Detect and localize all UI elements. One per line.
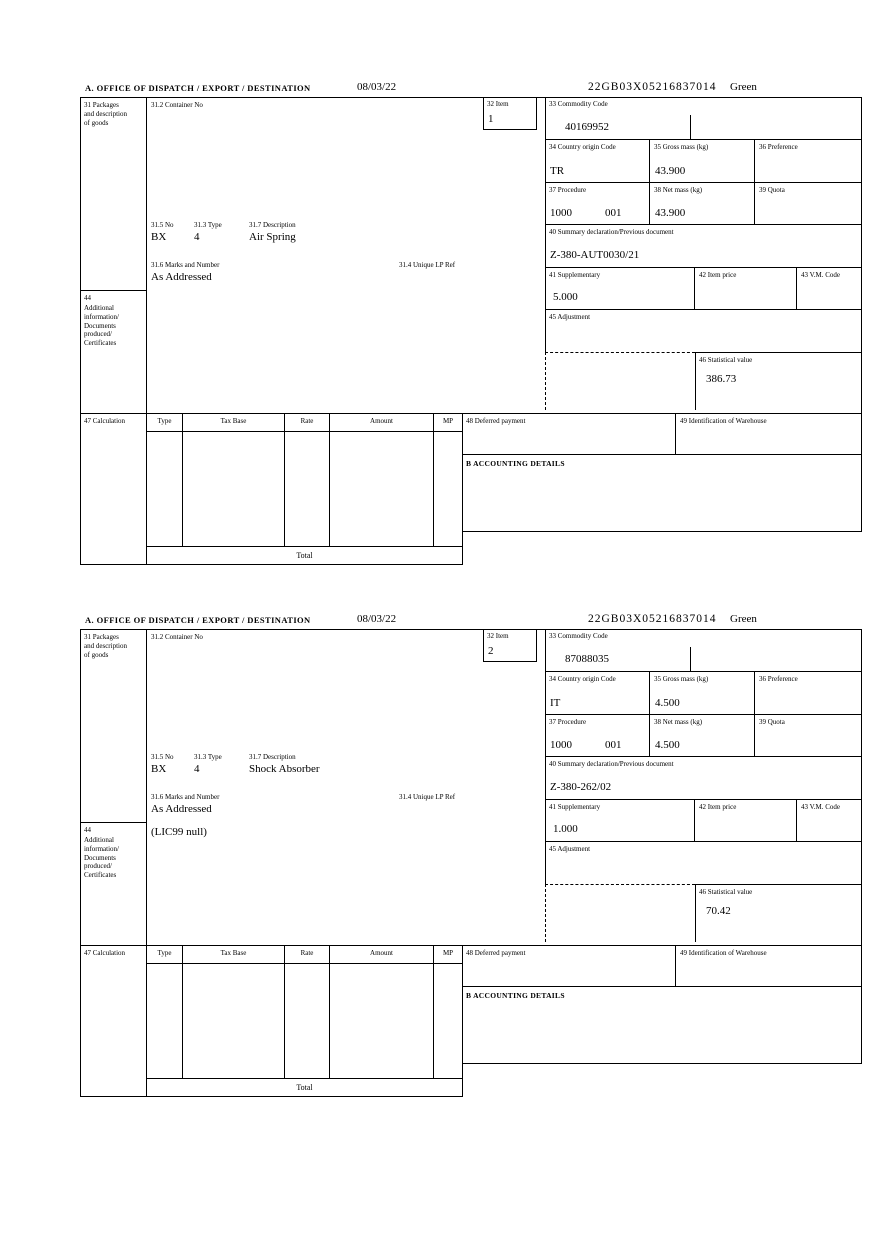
right-data-column xyxy=(545,629,862,942)
net-mass-label: 38 Net mass (kg) xyxy=(654,186,703,194)
additional-info-value: (LIC99 null) xyxy=(151,826,207,838)
office-of-dispatch-heading: A. OFFICE OF DISPATCH / EXPORT / DESTINATION xyxy=(85,83,311,93)
gross-mass-label: 35 Gross mass (kg) xyxy=(654,143,709,151)
warehouse-label: 49 Identification of Warehouse xyxy=(680,949,767,957)
left-label-column xyxy=(80,629,147,1097)
item-number-label: 32 Item xyxy=(487,100,509,108)
office-of-dispatch-heading: A. OFFICE OF DISPATCH / EXPORT / DESTINATION xyxy=(85,615,311,625)
box31-label: 31 Packages and description of goods xyxy=(84,101,127,127)
marks-label: 31.6 Marks and Number xyxy=(151,261,220,269)
vm-code-box xyxy=(797,268,862,310)
box44-divider-line xyxy=(81,290,146,291)
gross-mass-value: 4.500 xyxy=(655,697,680,709)
gross-mass-box xyxy=(650,140,755,183)
item-price-box xyxy=(695,800,797,842)
adjustment-continuation-area xyxy=(545,352,695,410)
package-no-value: BX xyxy=(151,231,167,243)
statistical-value: 386.73 xyxy=(706,373,737,385)
quota-label: 39 Quota xyxy=(759,718,785,726)
package-no-label: 31.5 No xyxy=(151,221,174,229)
box44-label: Additional information/ Documents produced/ Certificates xyxy=(84,836,119,879)
box44-number-label: 44 xyxy=(84,294,91,302)
vm-code-box xyxy=(797,800,862,842)
container-no-label: 31.2 Container No xyxy=(151,633,203,641)
adjustment-continuation-area xyxy=(545,884,695,942)
supplementary-label: 41 Supplementary xyxy=(549,271,601,279)
commodity-code-value: 40169952 xyxy=(565,121,609,133)
net-mass-label: 38 Net mass (kg) xyxy=(654,718,703,726)
tax-base-column-body xyxy=(183,964,285,1078)
summary-declaration-box xyxy=(545,225,862,268)
calculation-table xyxy=(147,413,462,565)
summary-declaration-value: Z-380-AUT0030/21 xyxy=(550,249,640,261)
column-header-mp: MP xyxy=(434,945,462,964)
column-header-tax-base: Tax Base xyxy=(183,413,285,432)
amount-column-body xyxy=(330,432,434,546)
procedure-ext-value: 001 xyxy=(605,739,622,751)
procedure-value: 1000 xyxy=(550,739,572,751)
type-column-body xyxy=(147,964,183,1078)
statistical-value-label: 46 Statistical value xyxy=(699,356,753,364)
net-mass-value: 4.500 xyxy=(655,739,680,751)
marks-label: 31.6 Marks and Number xyxy=(151,793,220,801)
vm-code-label: 43 V.M. Code xyxy=(801,803,841,811)
quota-box xyxy=(755,183,862,225)
procedure-label: 37 Procedure xyxy=(549,186,587,194)
quota-box xyxy=(755,715,862,757)
adjustment-label: 45 Adjustment xyxy=(549,313,591,321)
type-column-body xyxy=(147,432,183,546)
commodity-code-box xyxy=(545,629,862,672)
routing-status: Green xyxy=(730,81,757,93)
deferred-payment-label: 48 Deferred payment xyxy=(466,417,526,425)
column-header-mp: MP xyxy=(434,413,462,432)
preference-label: 36 Preference xyxy=(759,143,798,151)
country-origin-label: 34 Country origin Code xyxy=(549,675,616,683)
left-label-column xyxy=(80,97,147,565)
goods-description-label: 31.7 Description xyxy=(249,221,296,229)
supplementary-box xyxy=(545,268,695,310)
vm-code-label: 43 V.M. Code xyxy=(801,271,841,279)
procedure-value: 1000 xyxy=(550,207,572,219)
box47-label: 47 Calculation xyxy=(84,949,126,957)
supplementary-value: 5.000 xyxy=(553,291,578,303)
item-number-value: 2 xyxy=(488,645,494,657)
deferred-payment-box xyxy=(462,945,675,987)
warehouse-label: 49 Identification of Warehouse xyxy=(680,417,767,425)
item-number-label: 32 Item xyxy=(487,632,509,640)
column-header-rate: Rate xyxy=(285,945,330,964)
package-type-label: 31.3 Type xyxy=(194,753,222,761)
column-header-rate: Rate xyxy=(285,413,330,432)
preference-label: 36 Preference xyxy=(759,675,798,683)
country-origin-box xyxy=(545,672,650,715)
goods-description-value: Air Spring xyxy=(249,231,296,243)
box31-label: 31 Packages and description of goods xyxy=(84,633,127,659)
declaration-item-block xyxy=(80,612,862,1097)
unique-lp-ref-label: 31.4 Unique LP Ref xyxy=(399,793,456,801)
summary-declaration-label: 40 Summary declaration/Previous document xyxy=(549,228,674,236)
item-number-box xyxy=(483,97,537,130)
procedure-ext-value: 001 xyxy=(605,207,622,219)
supplementary-label: 41 Supplementary xyxy=(549,803,601,811)
package-type-value: 4 xyxy=(194,763,200,775)
declaration-item-block xyxy=(80,80,862,565)
total-row-label: Total xyxy=(147,546,462,565)
marks-value: As Addressed xyxy=(151,271,212,283)
procedure-label: 37 Procedure xyxy=(549,718,587,726)
accounting-details-box xyxy=(462,987,862,1064)
goods-description-value: Shock Absorber xyxy=(249,763,320,775)
adjustment-box xyxy=(545,842,862,884)
adjustment-box xyxy=(545,310,862,352)
warehouse-box xyxy=(675,413,862,455)
country-origin-label: 34 Country origin Code xyxy=(549,143,616,151)
summary-declaration-label: 40 Summary declaration/Previous document xyxy=(549,760,674,768)
box44-label: Additional information/ Documents produced/ Certificates xyxy=(84,304,119,347)
summary-declaration-value: Z-380-262/02 xyxy=(550,781,612,793)
deferred-payment-label: 48 Deferred payment xyxy=(466,949,526,957)
marks-value: As Addressed xyxy=(151,803,212,815)
net-mass-box xyxy=(650,715,755,757)
item-number-value: 1 xyxy=(488,113,494,125)
package-no-value: BX xyxy=(151,763,167,775)
gross-mass-label: 35 Gross mass (kg) xyxy=(654,675,709,683)
statistical-value: 70.42 xyxy=(706,905,731,917)
commodity-code-box xyxy=(545,97,862,140)
statistical-value-box xyxy=(695,352,862,410)
commodity-code-divider-line xyxy=(690,115,691,140)
declaration-date: 08/03/22 xyxy=(357,613,397,625)
country-origin-box xyxy=(545,140,650,183)
quota-label: 39 Quota xyxy=(759,186,785,194)
net-mass-value: 43.900 xyxy=(655,207,686,219)
right-data-column xyxy=(545,97,862,410)
item-price-label: 42 Item price xyxy=(699,271,737,279)
gross-mass-box xyxy=(650,672,755,715)
supplementary-value: 1.000 xyxy=(553,823,578,835)
calculation-table xyxy=(147,945,462,1097)
amount-column-body xyxy=(330,964,434,1078)
package-type-value: 4 xyxy=(194,231,200,243)
box47-label: 47 Calculation xyxy=(84,417,126,425)
tax-base-column-body xyxy=(183,432,285,546)
box44-number-label: 44 xyxy=(84,826,91,834)
item-price-box xyxy=(695,268,797,310)
procedure-box xyxy=(545,183,650,225)
column-header-type: Type xyxy=(147,413,183,432)
package-no-label: 31.5 No xyxy=(151,753,174,761)
warehouse-box xyxy=(675,945,862,987)
commodity-code-divider-line xyxy=(690,647,691,672)
total-row-label: Total xyxy=(147,1078,462,1097)
column-header-type: Type xyxy=(147,945,183,964)
column-header-tax-base: Tax Base xyxy=(183,945,285,964)
accounting-details-label: B ACCOUNTING DETAILS xyxy=(466,991,565,1000)
preference-box xyxy=(755,672,862,715)
supplementary-box xyxy=(545,800,695,842)
accounting-details-label: B ACCOUNTING DETAILS xyxy=(466,459,565,468)
item-number-box xyxy=(483,629,537,662)
container-no-label: 31.2 Container No xyxy=(151,101,203,109)
rate-column-body xyxy=(285,964,330,1078)
rate-column-body xyxy=(285,432,330,546)
unique-lp-ref-label: 31.4 Unique LP Ref xyxy=(399,261,456,269)
country-origin-value: IT xyxy=(550,697,561,709)
commodity-code-label: 33 Commodity Code xyxy=(549,100,608,108)
country-origin-value: TR xyxy=(550,165,565,177)
gross-mass-value: 43.900 xyxy=(655,165,686,177)
column-header-amount: Amount xyxy=(330,945,434,964)
box44-divider-line xyxy=(81,822,146,823)
commodity-code-label: 33 Commodity Code xyxy=(549,632,608,640)
net-mass-box xyxy=(650,183,755,225)
procedure-box xyxy=(545,715,650,757)
statistical-value-label: 46 Statistical value xyxy=(699,888,753,896)
statistical-value-box xyxy=(695,884,862,942)
goods-description-label: 31.7 Description xyxy=(249,753,296,761)
declaration-reference: 22GB03X05216837014 xyxy=(588,613,717,625)
item-price-label: 42 Item price xyxy=(699,803,737,811)
deferred-payment-box xyxy=(462,413,675,455)
commodity-code-value: 87088035 xyxy=(565,653,609,665)
package-type-label: 31.3 Type xyxy=(194,221,222,229)
routing-status: Green xyxy=(730,613,757,625)
declaration-date: 08/03/22 xyxy=(357,81,397,93)
column-header-amount: Amount xyxy=(330,413,434,432)
accounting-details-box xyxy=(462,455,862,532)
summary-declaration-box xyxy=(545,757,862,800)
adjustment-label: 45 Adjustment xyxy=(549,845,591,853)
declaration-reference: 22GB03X05216837014 xyxy=(588,81,717,93)
preference-box xyxy=(755,140,862,183)
